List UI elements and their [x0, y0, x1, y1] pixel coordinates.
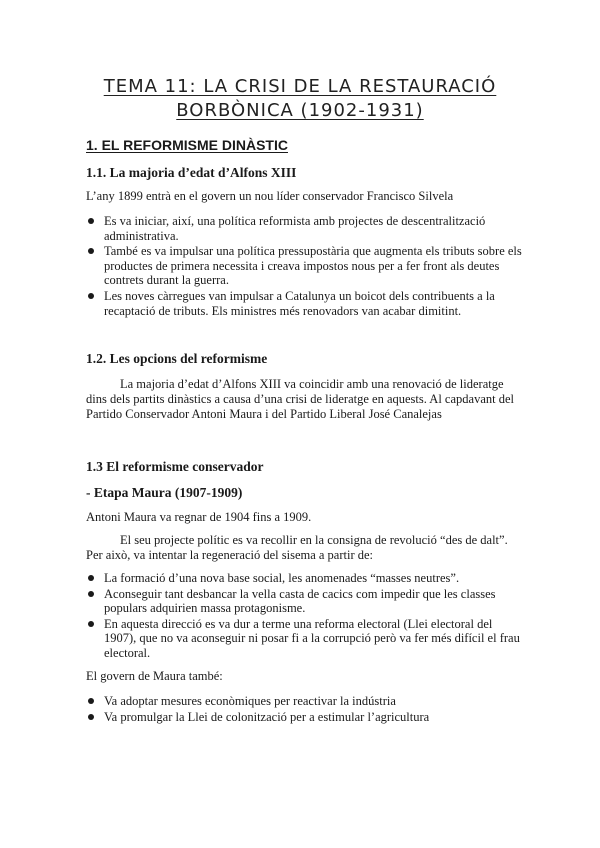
bullet-icon — [88, 218, 94, 224]
bullet-icon — [88, 698, 94, 704]
bullet-icon — [88, 621, 94, 627]
subsection-heading-1-3: 1.3 El reformisme conservador — [86, 459, 264, 474]
section-heading: 1. EL REFORMISME DINÀSTIC — [86, 137, 288, 153]
bullet-list-silvela — [86, 214, 526, 319]
bullet-icon — [88, 591, 94, 597]
list-item: Va promulgar la Llei de colonització per a estimular l’agricultura — [86, 710, 526, 725]
bullet-icon — [88, 575, 94, 581]
paragraph-govern-maura: El govern de Maura també: — [86, 669, 223, 683]
bullet-icon — [88, 248, 94, 254]
bullet-list-govern-maura — [86, 694, 526, 725]
list-item: Es va iniciar, així, una política reformista amb projectes de descentralització administrativa. — [86, 214, 526, 243]
document-title-line2: BORBÒNICA (1902-1931) — [176, 100, 424, 121]
list-item: També es va impulsar una política pressupostària que augmenta els tributs sobre els productes de primera necessita i creava impostos nous per a fer front als deutes contrets durant la guerra. — [86, 244, 526, 288]
paragraph-opcions: La majoria d’edat d’Alfons XIII va coincidir amb una renovació de lideratge dins dels partits dinàstics a causa d’una crisi de lideratge en aquests. Al capdavant del Partido Conservador Antoni Maura i del Partido Liberal José Canalejas — [86, 377, 514, 421]
list-item: Va adoptar mesures econòmiques per reactivar la indústria — [86, 694, 526, 709]
paragraph-maura-projecte: El seu projecte polític es va recollir en la consigna de revolució “des de dalt”. Per això, va intentar la regeneració del sisema a partir de: — [86, 533, 508, 562]
paragraph-maura-regnat: Antoni Maura va regnar de 1904 fins a 1909. — [86, 510, 312, 524]
subsection-heading-1-2: 1.2. Les opcions del reformisme — [86, 351, 268, 366]
list-item: Les noves càrregues van impulsar a Catalunya un boicot dels contribuents a la recaptació de tributs. Els ministres més renovadors van acabar dimitint. — [86, 289, 526, 318]
document-title-line1: TEMA 11: LA CRISI DE LA RESTAURACIÓ — [103, 76, 497, 97]
bullet-list-maura — [86, 571, 526, 662]
bullet-icon — [88, 293, 94, 299]
list-item: La formació d’una nova base social, les anomenades “masses neutres”. — [86, 571, 526, 586]
subsection-heading-1-1: 1.1. La majoria d’edat d’Alfons XIII — [86, 165, 297, 180]
stage-heading-maura: - Etapa Maura (1907-1909) — [86, 485, 243, 500]
list-item: En aquesta direcció es va dur a terme una reforma electoral (Llei electoral del 1907), que no va aconseguir ni posar fi a la corrupció però va fer més difícil el frau electoral. — [86, 617, 526, 661]
list-item: Aconseguir tant desbancar la vella casta de cacics com impedir que les classes populars adquirien massa protagonisme. — [86, 587, 526, 616]
paragraph-silvela: L’any 1899 entrà en el govern un nou líder conservador Francisco Silvela — [86, 189, 454, 203]
bullet-icon — [88, 714, 94, 720]
